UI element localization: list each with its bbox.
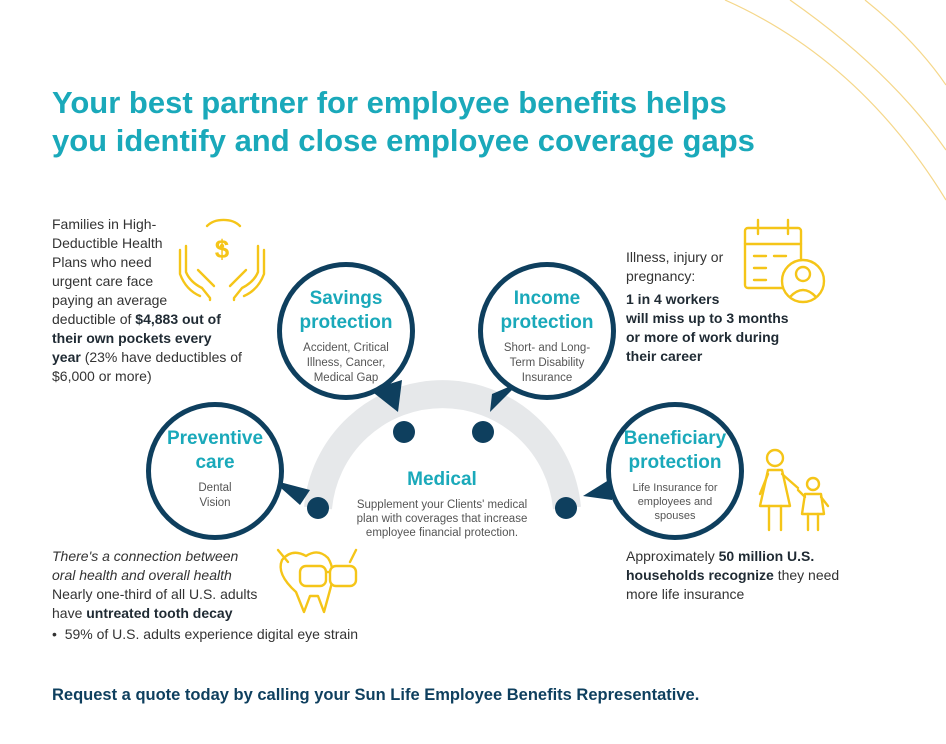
preventive-care-circle: Preventive care Dental Vision: [146, 402, 284, 540]
oral-health-text: There's a connection between oral health and overall health Nearly one-third of all U.S. adults have untreated tooth decay • 59% of U.S. adults experience digital eye strain: [52, 548, 359, 642]
arc-node: [393, 421, 415, 443]
income-protection-circle: Income protection Short- and Long- Term Disability Insurance: [478, 262, 616, 400]
households-stat-text: Approximately 50 million U.S. households recognize they need more life insurance: [626, 548, 840, 602]
arc-node: [555, 497, 577, 519]
beneficiary-protection-circle: Beneficiary protection Life Insurance for employees and spouses: [606, 402, 744, 540]
savings-protection-circle: Savings protection Accident, Critical Illness, Cancer, Medical Gap: [277, 262, 415, 400]
arc-node: [472, 421, 494, 443]
illness-stat-text: Illness, injury or pregnancy: 1 in 4 workers will miss up to 3 months or more of work during their career: [626, 249, 789, 364]
svg-text:$: $: [214, 234, 230, 264]
arc-node: [307, 497, 329, 519]
families-stat-text: Families in High- Deductible Health Plans who need urgent care face paying an average deductible of $4,883 out of their own pockets every year (23% have deductibles of $6,000 or more): [52, 216, 242, 384]
footer-cta: Request a quote today by calling your Sun Life Employee Benefits Representative.: [52, 686, 700, 704]
page-title: Your best partner for employee benefits helps you identify and close employee coverage gaps: [52, 85, 755, 158]
bullet-icon: •: [52, 626, 65, 642]
medical-section: Medical Supplement your Clients' medical plan with coverages that increase employee financial protection.: [356, 469, 528, 539]
